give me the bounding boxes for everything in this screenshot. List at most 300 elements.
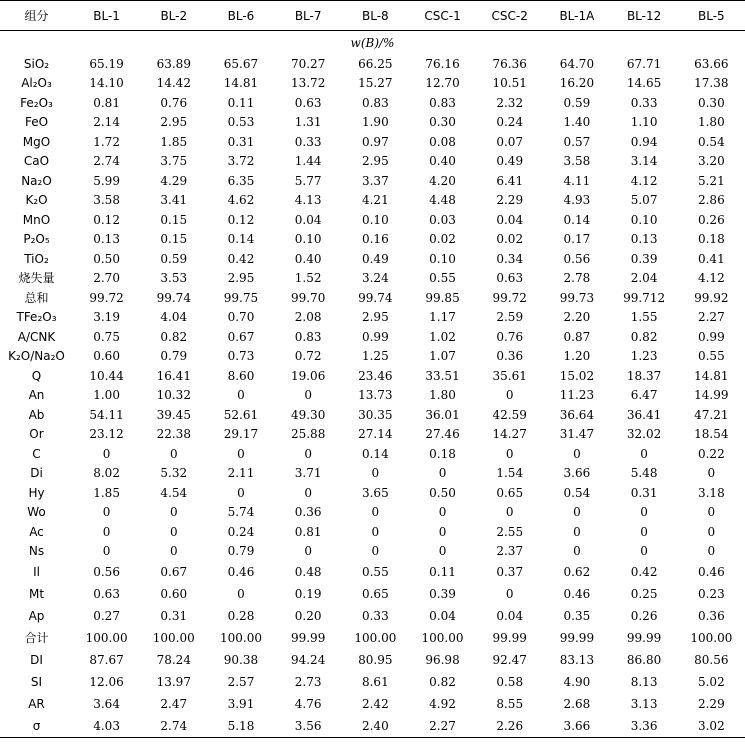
row-label: TFe₂O₃ xyxy=(16,310,57,325)
row-label: Fe₂O₃ xyxy=(20,95,53,110)
cell-value: 66.25 xyxy=(358,56,393,71)
table-row xyxy=(0,483,745,503)
cell-value: 3.64 xyxy=(93,697,120,711)
cell-value: 0.76 xyxy=(496,329,524,344)
cell-value: 3.20 xyxy=(697,154,725,169)
cell-value: 12.06 xyxy=(89,675,124,689)
row-label: K₂O/Na₂O xyxy=(8,349,65,364)
row-label: K₂O xyxy=(25,193,48,208)
cell-value: 2.04 xyxy=(630,271,658,286)
cell-value: 0.28 xyxy=(227,609,255,623)
header-sample: BL-12 xyxy=(611,1,678,31)
cell-value: 18.54 xyxy=(694,427,729,442)
cell-value: 0.94 xyxy=(630,134,658,149)
cell-value: 4.62 xyxy=(227,193,255,208)
header-sample: BL-8 xyxy=(342,1,409,31)
cell-value: 14.99 xyxy=(694,388,729,403)
cell-value: 0.33 xyxy=(361,609,389,623)
table-row xyxy=(0,93,745,113)
cell-value: 0.36 xyxy=(496,349,524,364)
cell-value: 33.51 xyxy=(425,368,460,383)
cell-value: 4.93 xyxy=(563,193,591,208)
cell-value: 0.55 xyxy=(697,349,725,364)
cell-value: 0.04 xyxy=(429,609,456,623)
cell-value: 0.73 xyxy=(227,349,255,364)
cell-value: 17.38 xyxy=(694,76,729,91)
cell-value: 0.79 xyxy=(227,544,255,559)
cell-value: 0.83 xyxy=(294,329,322,344)
cell-value: 0.41 xyxy=(697,251,725,266)
cell-value: 0.18 xyxy=(697,232,725,247)
cell-value: 0.30 xyxy=(697,95,725,110)
cell-value: 10.51 xyxy=(492,76,527,91)
cell-value: 0.56 xyxy=(93,565,120,579)
cell-value: 0.60 xyxy=(93,349,120,364)
cell-value: 0 xyxy=(371,544,380,559)
cell-value: 4.48 xyxy=(429,193,456,208)
cell-value: 92.47 xyxy=(492,653,527,667)
cell-value: 0.63 xyxy=(496,271,524,286)
table-row xyxy=(0,542,745,562)
row-label: 烧失量 xyxy=(18,271,55,286)
cell-value: 1.54 xyxy=(496,466,524,481)
row-label: P₂O₅ xyxy=(23,232,50,247)
cell-value: 0.04 xyxy=(496,212,524,227)
cell-value: 0.67 xyxy=(160,565,188,579)
cell-value: 0.20 xyxy=(294,609,322,623)
cell-value: 0.10 xyxy=(361,212,389,227)
cell-value: 0.42 xyxy=(227,251,255,266)
header-sample: CSC-2 xyxy=(476,1,543,31)
cell-value: 0.11 xyxy=(227,95,255,110)
cell-value: 0.67 xyxy=(227,329,255,344)
cell-value: 100.00 xyxy=(219,631,262,645)
cell-value: 10.44 xyxy=(89,368,124,383)
cell-value: 0.50 xyxy=(93,251,120,266)
cell-value: 0.46 xyxy=(227,565,255,579)
header-row xyxy=(0,1,745,31)
cell-value: 1.52 xyxy=(294,271,322,286)
row-label: σ xyxy=(0,715,73,738)
cell-value: 47.21 xyxy=(694,407,729,422)
cell-value: 2.42 xyxy=(361,697,389,711)
cell-value: 0.13 xyxy=(630,232,658,247)
cell-value: 0.76 xyxy=(160,95,188,110)
cell-value: 2.26 xyxy=(476,715,543,738)
cell-value: 0 xyxy=(438,544,447,559)
cell-value: 99.72 xyxy=(492,290,527,305)
table-row xyxy=(0,522,745,542)
cell-value: 0 xyxy=(102,505,111,520)
cell-value: 0.17 xyxy=(563,232,591,247)
table-row xyxy=(0,308,745,328)
table-row xyxy=(0,191,745,211)
table-body xyxy=(0,31,745,738)
cell-value: 0.99 xyxy=(361,329,389,344)
cell-value: 63.89 xyxy=(156,56,191,71)
cell-value: 0.63 xyxy=(294,95,322,110)
cell-value: 6.47 xyxy=(630,388,658,403)
cell-value: 3.37 xyxy=(361,173,389,188)
cell-value: 5.21 xyxy=(697,173,725,188)
cell-value: 100.00 xyxy=(421,631,464,645)
table-row xyxy=(0,561,745,583)
cell-value: 100.00 xyxy=(690,631,733,645)
cell-value: 0.54 xyxy=(563,485,591,500)
cell-value: 0 xyxy=(304,446,312,461)
cell-value: 0.82 xyxy=(429,675,456,689)
table-row xyxy=(0,113,745,133)
cell-value: 1.07 xyxy=(429,349,456,364)
cell-value: 80.95 xyxy=(358,653,393,667)
cell-value: 19.06 xyxy=(290,368,326,383)
table-row xyxy=(0,464,745,484)
cell-value: 0.33 xyxy=(630,95,658,110)
cell-value: 0.40 xyxy=(429,154,456,169)
cell-value: 2.74 xyxy=(93,154,120,169)
cell-value: 0 xyxy=(237,388,245,403)
cell-value: 0.40 xyxy=(294,251,322,266)
cell-value: 0.10 xyxy=(294,232,322,247)
cell-value: 0 xyxy=(640,446,648,461)
cell-value: 4.21 xyxy=(361,193,389,208)
cell-value: 2.95 xyxy=(361,154,389,169)
cell-value: 0.82 xyxy=(630,329,658,344)
cell-value: 0.87 xyxy=(563,329,591,344)
cell-value: 0.59 xyxy=(160,251,188,266)
cell-value: 99.92 xyxy=(694,290,729,305)
row-label: DI xyxy=(30,653,43,667)
cell-value: 0 xyxy=(237,446,245,461)
cell-value: 90.38 xyxy=(223,653,259,667)
cell-value: 0 xyxy=(640,544,648,559)
cell-value: 36.64 xyxy=(559,407,595,422)
cell-value: 0.31 xyxy=(227,134,255,149)
cell-value: 15.02 xyxy=(559,368,595,383)
cell-value: 99.75 xyxy=(223,290,259,305)
cell-value: 54.11 xyxy=(89,407,124,422)
cell-value: 2.70 xyxy=(93,271,120,286)
cell-value: 0.22 xyxy=(697,446,725,461)
cell-value: 0 xyxy=(573,544,581,559)
cell-value: 2.11 xyxy=(227,466,255,481)
table-row xyxy=(0,288,745,308)
cell-value: 0.59 xyxy=(563,95,591,110)
cell-value: 0 xyxy=(707,505,716,520)
cell-value: 49.30 xyxy=(290,407,326,422)
table-row xyxy=(0,171,745,191)
cell-value: 0.75 xyxy=(93,329,120,344)
header-sample: BL-1A xyxy=(543,1,610,31)
cell-value: 5.32 xyxy=(160,466,188,481)
cell-value: 2.40 xyxy=(342,715,409,738)
cell-value: 2.95 xyxy=(227,271,255,286)
cell-value: 3.41 xyxy=(160,193,188,208)
cell-value: 31.47 xyxy=(559,427,595,442)
cell-value: 4.12 xyxy=(630,173,658,188)
cell-value: 0 xyxy=(237,485,245,500)
cell-value: 0.46 xyxy=(697,565,725,579)
cell-value: 65.19 xyxy=(89,56,124,71)
cell-value: 23.46 xyxy=(358,368,393,383)
cell-value: 0.57 xyxy=(563,134,591,149)
cell-value: 0.83 xyxy=(429,95,456,110)
cell-value: 0.18 xyxy=(429,446,456,461)
row-label: C xyxy=(32,446,41,461)
row-label: An xyxy=(28,388,45,403)
cell-value: 1.02 xyxy=(429,329,456,344)
cell-value: 0.49 xyxy=(496,154,524,169)
cell-value: 0 xyxy=(505,587,514,601)
cell-value: 13.73 xyxy=(358,388,393,403)
cell-value: 0.02 xyxy=(429,232,456,247)
header-sample: CSC-1 xyxy=(409,1,476,31)
cell-value: 0 xyxy=(505,388,514,403)
cell-value: 3.71 xyxy=(294,466,322,481)
cell-value: 8.55 xyxy=(496,697,524,711)
cell-value: 0.27 xyxy=(93,609,120,623)
cell-value: 87.67 xyxy=(89,653,124,667)
header-sample: BL-1 xyxy=(73,1,140,31)
cell-value: 5.99 xyxy=(93,173,120,188)
cell-value: 3.24 xyxy=(361,271,389,286)
cell-value: 15.27 xyxy=(358,76,393,91)
cell-value: 0.10 xyxy=(630,212,658,227)
cell-value: 11.23 xyxy=(559,388,595,403)
row-label: MgO xyxy=(22,134,51,149)
cell-value: 0.46 xyxy=(563,587,591,601)
cell-value: 1.25 xyxy=(361,349,389,364)
cell-value: 12.70 xyxy=(425,76,460,91)
cell-value: 0.99 xyxy=(697,329,725,344)
table-row xyxy=(0,327,745,347)
cell-value: 0.31 xyxy=(630,485,658,500)
cell-value: 2.37 xyxy=(496,544,524,559)
cell-value: 27.14 xyxy=(358,427,393,442)
cell-value: 2.95 xyxy=(160,115,188,130)
cell-value: 1.17 xyxy=(429,310,456,325)
row-label: Ns xyxy=(28,544,45,559)
cell-value: 8.60 xyxy=(227,368,255,383)
cell-value: 100.00 xyxy=(354,631,397,645)
cell-value: 4.04 xyxy=(160,310,188,325)
cell-value: 2.86 xyxy=(697,193,725,208)
cell-value: 4.29 xyxy=(160,173,188,188)
cell-value: 13.72 xyxy=(290,76,326,91)
table-row xyxy=(0,605,745,627)
cell-value: 0.39 xyxy=(630,251,658,266)
table-row xyxy=(0,249,745,269)
table-row xyxy=(0,693,745,715)
cell-value: 2.29 xyxy=(496,193,524,208)
cell-value: 0.02 xyxy=(496,232,524,247)
cell-value: 2.95 xyxy=(361,310,389,325)
cell-value: 0.58 xyxy=(496,675,524,689)
cell-value: 0 xyxy=(371,505,380,520)
cell-value: 100.00 xyxy=(85,631,128,645)
cell-value: 0.24 xyxy=(227,524,255,539)
cell-value: 6.35 xyxy=(227,173,255,188)
cell-value: 2.78 xyxy=(563,271,591,286)
cell-value: 0 xyxy=(169,446,178,461)
cell-value: 0.33 xyxy=(294,134,322,149)
cell-value: 0.26 xyxy=(630,609,658,623)
cell-value: 99.99 xyxy=(290,631,326,645)
row-label: Na₂O xyxy=(21,173,52,188)
cell-value: 0 xyxy=(707,544,716,559)
table-row xyxy=(0,503,745,523)
cell-value: 35.61 xyxy=(492,368,527,383)
cell-value: 0.53 xyxy=(227,115,255,130)
row-label: FeO xyxy=(24,115,49,130)
cell-value: 0.15 xyxy=(160,232,188,247)
cell-value: 99.99 xyxy=(559,631,595,645)
cell-value: 76.36 xyxy=(492,56,527,71)
cell-value: 99.85 xyxy=(425,290,460,305)
table-row xyxy=(0,366,745,386)
header-sample: BL-6 xyxy=(207,1,274,31)
row-label: MnO xyxy=(22,212,51,227)
row-label: Wo xyxy=(27,505,46,520)
cell-value: 0.12 xyxy=(227,212,255,227)
cell-value: 3.66 xyxy=(563,466,591,481)
cell-value: 23.12 xyxy=(89,427,124,442)
cell-value: 0.97 xyxy=(361,134,389,149)
cell-value: 0 xyxy=(304,485,312,500)
cell-value: 5.77 xyxy=(294,173,322,188)
cell-value: 0 xyxy=(640,524,648,539)
cell-value: 0.65 xyxy=(361,587,389,601)
cell-value: 0 xyxy=(169,524,178,539)
cell-value: 14.65 xyxy=(626,76,662,91)
cell-value: 2.55 xyxy=(496,524,524,539)
cell-value: 99.99 xyxy=(492,631,527,645)
cell-value: 0.10 xyxy=(429,251,456,266)
cell-value: 0.79 xyxy=(160,349,188,364)
cell-value: 0.19 xyxy=(294,587,322,601)
cell-value: 0 xyxy=(169,544,178,559)
cell-value: 3.58 xyxy=(563,154,591,169)
cell-value: 96.98 xyxy=(425,653,460,667)
cell-value: 4.92 xyxy=(429,697,456,711)
cell-value: 0.56 xyxy=(563,251,591,266)
cell-value: 1.40 xyxy=(563,115,591,130)
cell-value: 0.39 xyxy=(429,587,456,601)
cell-value: 0.63 xyxy=(93,587,120,601)
cell-value: 1.00 xyxy=(93,388,120,403)
cell-value: 14.10 xyxy=(89,76,124,91)
cell-value: 0.31 xyxy=(160,609,188,623)
cell-value: 0.55 xyxy=(361,565,389,579)
cell-value: 80.56 xyxy=(694,653,729,667)
cell-value: 18.37 xyxy=(626,368,662,383)
cell-value: 0 xyxy=(438,524,447,539)
cell-value: 0 xyxy=(573,446,581,461)
cell-value: 64.70 xyxy=(559,56,595,71)
cell-value: 3.56 xyxy=(275,715,342,738)
cell-value: 0.12 xyxy=(93,212,120,227)
cell-value: 1.80 xyxy=(697,115,725,130)
table-row xyxy=(0,405,745,425)
cell-value: 0.60 xyxy=(160,587,188,601)
cell-value: 0 xyxy=(169,505,178,520)
cell-value: 0.24 xyxy=(496,115,524,130)
row-label: Mt xyxy=(28,587,45,601)
table-row xyxy=(0,715,745,738)
cell-value: 1.85 xyxy=(160,134,188,149)
row-label: Ap xyxy=(28,609,45,623)
cell-value: 52.61 xyxy=(223,407,259,422)
cell-value: 14.81 xyxy=(694,368,729,383)
cell-value: 2.57 xyxy=(227,675,255,689)
cell-value: 8.13 xyxy=(630,675,658,689)
cell-value: 0.08 xyxy=(429,134,456,149)
cell-value: 30.35 xyxy=(358,407,393,422)
cell-value: 0.04 xyxy=(496,609,524,623)
cell-value: 4.13 xyxy=(294,193,322,208)
cell-value: 99.74 xyxy=(156,290,191,305)
cell-value: 1.55 xyxy=(630,310,658,325)
cell-value: 99.73 xyxy=(559,290,595,305)
cell-value: 0 xyxy=(505,505,514,520)
row-label: AR xyxy=(28,697,45,711)
cell-value: 1.85 xyxy=(93,485,120,500)
cell-value: 0.55 xyxy=(429,271,456,286)
table-row xyxy=(0,671,745,693)
cell-value: 3.75 xyxy=(160,154,188,169)
cell-value: 0 xyxy=(573,524,581,539)
cell-value: 0.42 xyxy=(630,565,658,579)
cell-value: 0.54 xyxy=(697,134,725,149)
cell-value: 0.23 xyxy=(697,587,725,601)
cell-value: 5.48 xyxy=(630,466,658,481)
cell-value: 39.45 xyxy=(156,407,191,422)
cell-value: 0.03 xyxy=(429,212,456,227)
header-sample: BL-7 xyxy=(275,1,342,31)
cell-value: 99.72 xyxy=(89,290,124,305)
cell-value: 14.27 xyxy=(492,427,527,442)
cell-value: 36.41 xyxy=(626,407,662,422)
cell-value: 1.72 xyxy=(93,134,120,149)
cell-value: 4.12 xyxy=(697,271,725,286)
cell-value: 0.81 xyxy=(294,524,322,539)
cell-value: 29.17 xyxy=(223,427,259,442)
cell-value: 2.14 xyxy=(93,115,120,130)
cell-value: 0.11 xyxy=(429,565,456,579)
cell-value: 0.04 xyxy=(294,212,322,227)
cell-value: 99.712 xyxy=(623,290,666,305)
row-label: Or xyxy=(29,427,44,442)
cell-value: 5.18 xyxy=(207,715,274,738)
cell-value: 5.07 xyxy=(630,193,658,208)
cell-value: 0.15 xyxy=(160,212,188,227)
cell-value: 0.14 xyxy=(227,232,255,247)
header-label: 组分 xyxy=(0,1,73,31)
cell-value: 94.24 xyxy=(290,653,326,667)
row-label: TiO₂ xyxy=(24,251,49,266)
cell-value: 0.36 xyxy=(697,609,725,623)
cell-value: 16.20 xyxy=(559,76,595,91)
cell-value: 3.18 xyxy=(697,485,725,500)
cell-value: 3.65 xyxy=(361,485,389,500)
table-row xyxy=(0,649,745,671)
cell-value: 0 xyxy=(438,505,447,520)
cell-value: 22.38 xyxy=(156,427,191,442)
row-label: Hy xyxy=(28,485,45,500)
cell-value: 4.20 xyxy=(429,173,456,188)
cell-value: 78.24 xyxy=(156,653,191,667)
cell-value: 1.44 xyxy=(294,154,322,169)
